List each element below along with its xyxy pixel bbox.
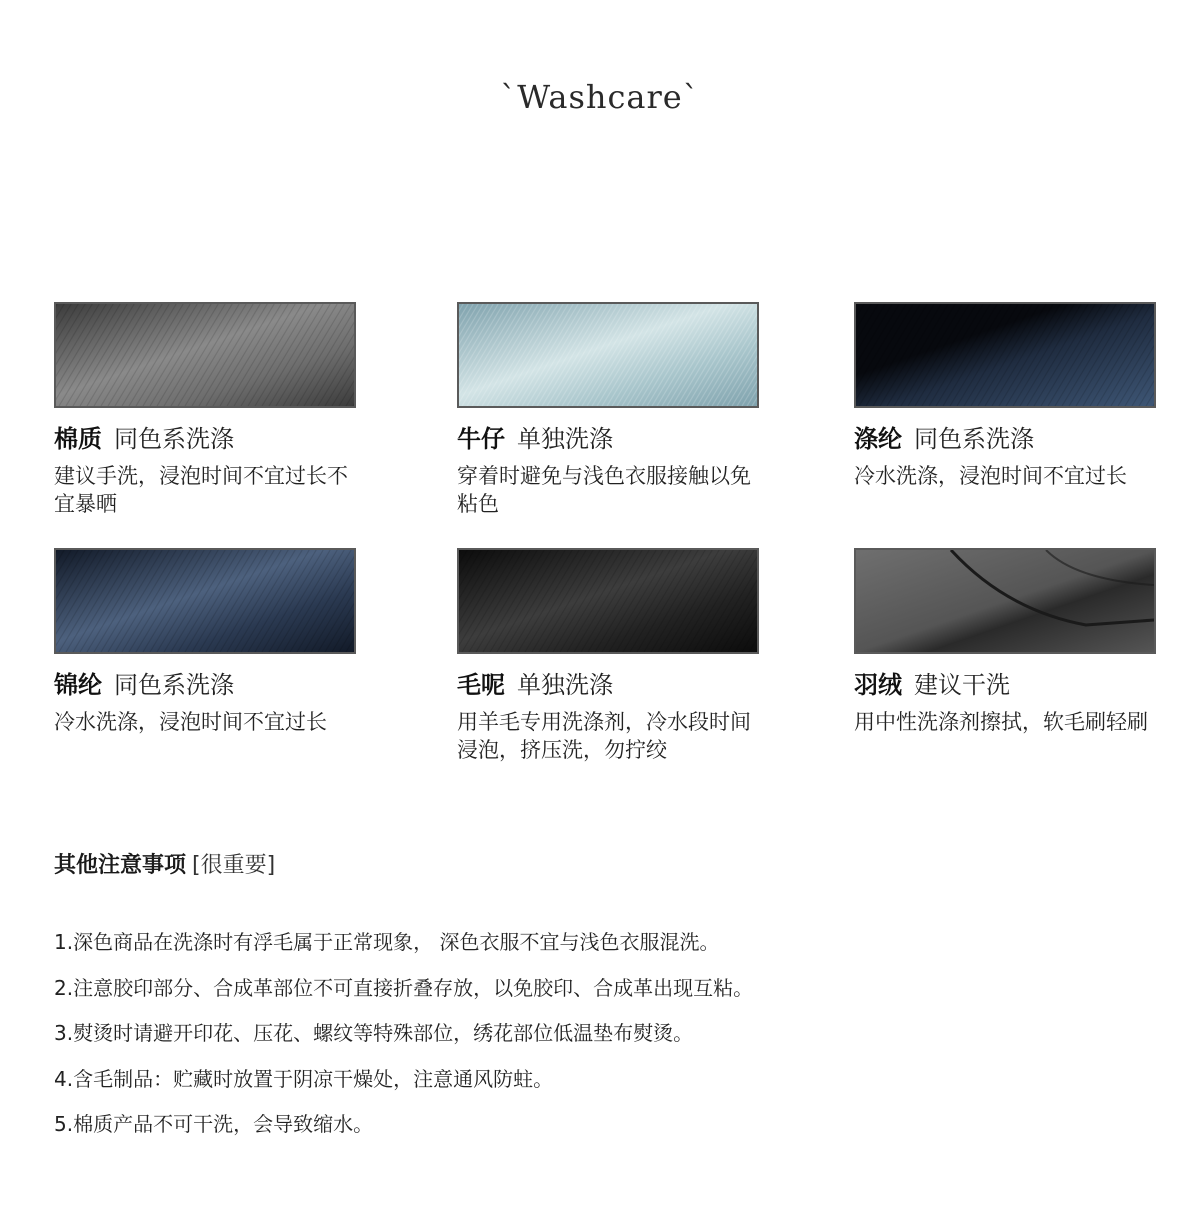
fabric-name: 涤纶 (854, 425, 902, 453)
fabric-description: 冷水洗涤，浸泡时间不宜过长 (854, 464, 1127, 488)
fabric-description: 用中性洗涤剂擦拭，软毛刷轻刷 (854, 710, 1148, 734)
fabric-name: 棉质 (54, 425, 102, 453)
fabric-swatch-image (54, 548, 356, 654)
fabric-name: 羽绒 (854, 671, 902, 699)
fabric-description: 用羊毛专用洗涤剂，冷水段时间浸泡，挤压洗，勿拧绞 (457, 710, 751, 762)
note-item: 4.含毛制品：贮藏时放置于阴凉干燥处，注意通风防蛀。 (54, 1066, 554, 1091)
fabric-swatch-image (54, 302, 356, 408)
fabric-swatch-image (457, 302, 759, 408)
fabric-name: 牛仔 (457, 425, 505, 453)
fabric-card-wool (457, 548, 759, 764)
fabric-heading (854, 670, 1156, 700)
fabric-texture (56, 304, 354, 406)
fabric-heading (854, 424, 1156, 454)
fabric-wash-tip: 建议干洗 (914, 671, 1010, 699)
fabric-name: 锦纶 (54, 671, 102, 699)
notes-heading (54, 851, 275, 881)
fabric-heading (54, 670, 356, 700)
fabric-swatch-image (854, 548, 1156, 654)
note-item: 5.棉质产品不可干洗，会导致缩水。 (54, 1112, 374, 1136)
note-item: 2.注意胶印部分、合成革部位不可直接折叠存放，以免胶印、合成革出现互粘。 (54, 975, 754, 1000)
fabric-texture (459, 304, 757, 406)
fabric-wash-tip: 单独洗涤 (517, 425, 613, 453)
fabric-wash-tip: 同色系洗涤 (914, 425, 1034, 453)
fabric-texture (459, 550, 757, 652)
fabric-texture (56, 550, 354, 652)
fabric-swatch-image (854, 302, 1156, 408)
fabric-swatch-image (457, 548, 759, 654)
fabric-card-denim (457, 302, 759, 518)
fabric-card-nylon (54, 548, 356, 736)
note-item: 1.深色商品在洗涤时有浮毛属于正常现象， 深色衣服不宜与浅色衣服混洗。 (54, 930, 720, 954)
fabric-description: 冷水洗涤，浸泡时间不宜过长 (54, 710, 327, 734)
fabric-wash-tip: 同色系洗涤 (114, 671, 234, 699)
fabric-wash-tip: 单独洗涤 (517, 671, 613, 699)
fabric-description: 穿着时避免与浅色衣服接触以免粘色 (457, 464, 751, 516)
fabric-description: 建议手洗，浸泡时间不宜过长不宜暴晒 (54, 464, 348, 516)
page-title: `Washcare` (500, 78, 700, 116)
fabric-texture (856, 304, 1154, 406)
fabric-heading (457, 670, 759, 700)
fabric-texture (856, 550, 1154, 652)
fabric-card-cotton (54, 302, 356, 518)
notes-subtitle: [很重要] (192, 853, 276, 878)
notes-title: 其他注意事项 (54, 853, 187, 878)
note-item: 3.熨烫时请避开印花、压花、螺纹等特殊部位，绣花部位低温垫布熨烫。 (54, 1021, 694, 1045)
fabric-card-polyester (854, 302, 1156, 490)
notes-list (54, 927, 753, 1155)
fabric-name: 毛呢 (457, 671, 505, 699)
fabric-card-down (854, 548, 1156, 736)
fabric-heading (457, 424, 759, 454)
fabric-wash-tip: 同色系洗涤 (114, 425, 234, 453)
fabric-heading (54, 424, 356, 454)
